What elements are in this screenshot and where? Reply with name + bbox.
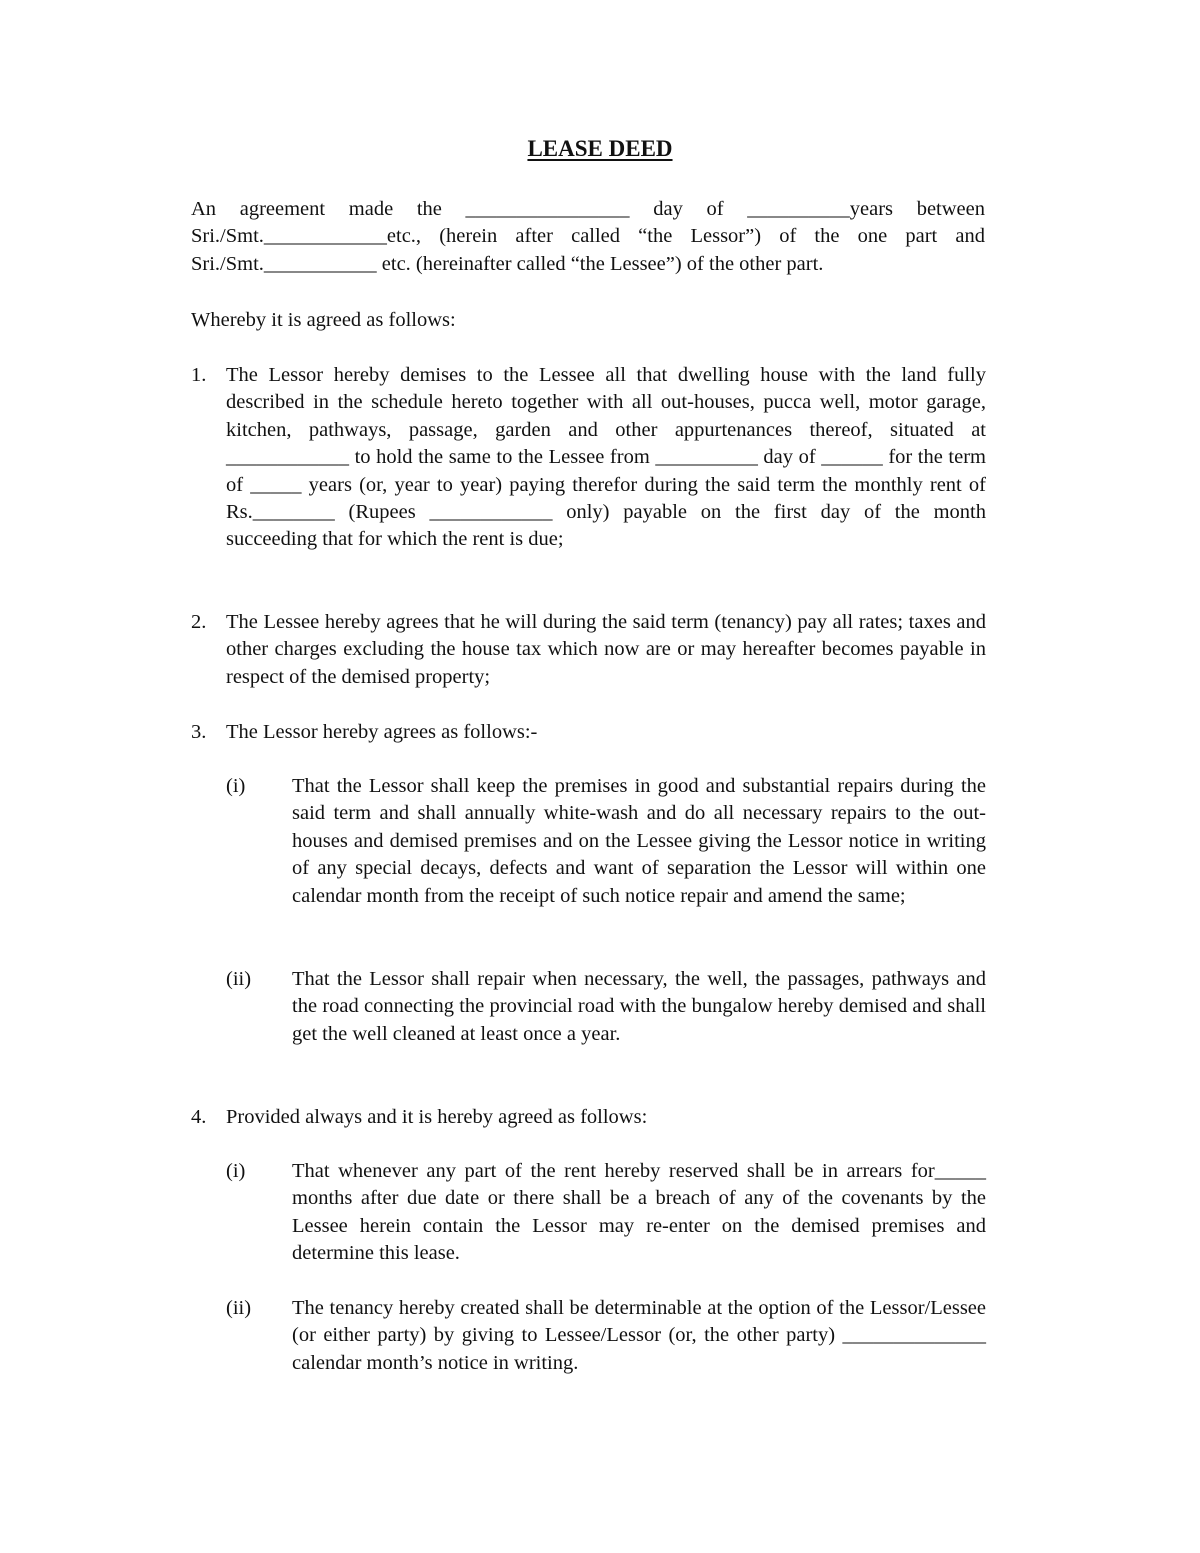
clause-1-text: The Lessor hereby demises to the Lessee all that dwelling house with the land fully described in the schedule hereto together with all out-houses, pucca well, motor garage, kitchen, pathways, passage, garden and other appurtenances thereof, situated at ____________ to hold the same to the Lessee from __________ day of ______ for the term of _____ years (or, year to year) paying therefor during the said term the monthly rent of Rs.________ (Rupees ____________ only) payable on the first day of the month succeeding that for which the rent is due; [226,364,986,551]
intro-line: Sri./Smt.___________ etc. (hereinafter called “the Lessee”) of the other part. [191,252,824,275]
whereby-statement: Whereby it is agreed as follows: [191,309,456,331]
agreement-intro [191,196,985,278]
clause-3-text: The Lessor hereby agrees as follows:- [226,721,538,743]
intro-line: Sri./Smt.____________etc., (herein after called “the Lessor”) of the one part and [191,225,985,248]
clause-3-subclause-i-text: That the Lessor shall keep the premises in good and substantial repairs during the said term and shall annually white-wash and do all necessary repairs to the out-houses and demised premises and on the Lessee giving the Lessor notice in writing of any special decays, defects and want of separation the Lessor will within one calendar month from the receipt of such notice repair and amend the same; [292,775,986,907]
clause-4-subclause-ii-text: The tenancy hereby created shall be determinable at the option of the Lessor/Lessee (or either party) by giving to Lessee/Lessor (or, the other party) ______________ calendar month’s notice in writing. [292,1297,986,1374]
subclause-number: (i) [226,1160,246,1182]
clause-4-subclause-i-text: That whenever any part of the rent hereby reserved shall be in arrears for_____ months after due date or there shall be a breach of any of the covenants by the Lessee herein contain the Lessor may re-enter on the demised premises and determine this lease. [292,1160,986,1265]
clause-number: 2. [191,611,207,633]
clause-number: 4. [191,1106,207,1128]
subclause-number: (ii) [226,968,252,990]
clause-4-text: Provided always and it is hereby agreed as follows: [226,1106,648,1128]
clause-2-text: The Lessee hereby agrees that he will during the said term (tenancy) pay all rates; taxes and other charges excluding the house tax which now are or may hereafter becomes payable in respect of the demised property; [226,611,986,688]
subclause-number: (ii) [226,1297,252,1319]
intro-line: An agreement made the ________________ day of __________years between [191,198,985,220]
clause-3-subclause-ii-text: That the Lessor shall repair when necessary, the well, the passages, pathways and the road connecting the provincial road with the bungalow hereby demised and shall get the well cleaned at least once a year. [292,968,986,1045]
clause-number: 3. [191,721,207,743]
document-title: LEASE DEED [527,136,673,161]
clause-number: 1. [191,364,207,386]
subclause-number: (i) [226,775,246,797]
